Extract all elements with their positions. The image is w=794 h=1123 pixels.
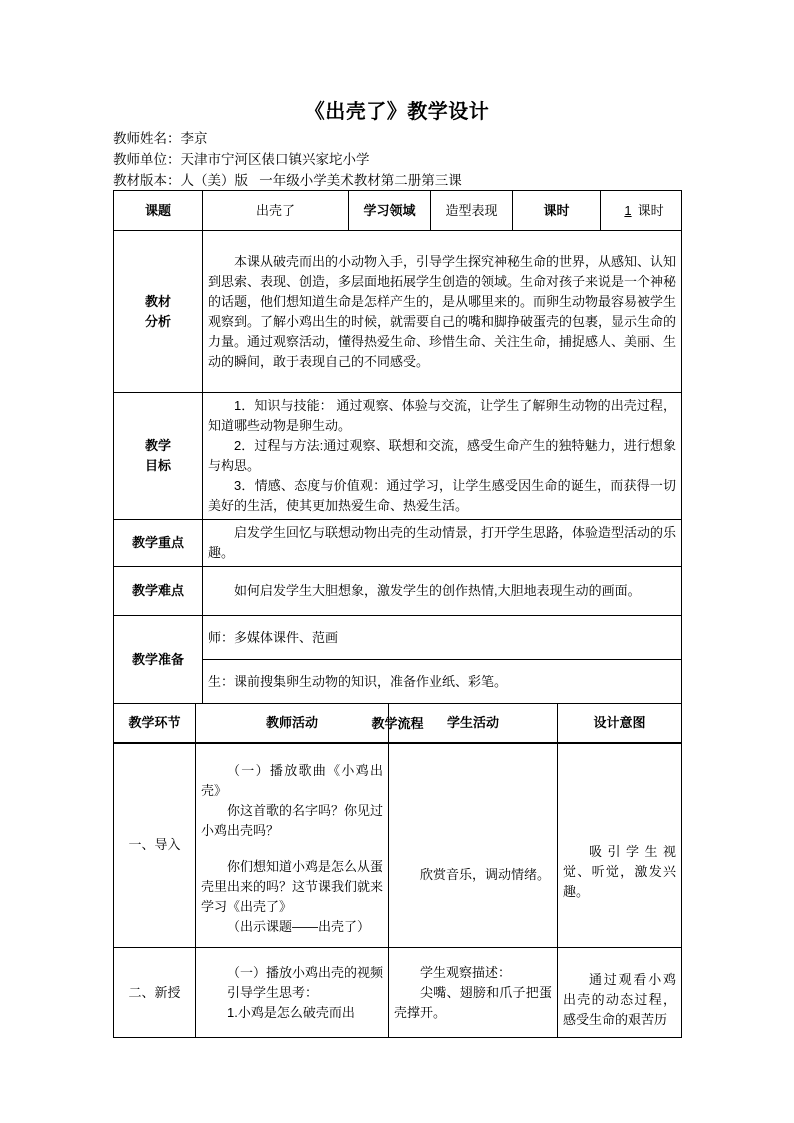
material-analysis-label-line2: 分析: [144, 313, 171, 329]
flow-cell-intent-1: [558, 743, 682, 948]
cell-period-label: 课时: [513, 191, 601, 231]
difficult-point-paragraph: 如何启发学生大胆想象，激发学生的创作热情,大胆地表现生动的画面。: [234, 583, 641, 598]
period-unit: 课时: [637, 202, 664, 218]
table-row-difficult-point: [114, 567, 682, 616]
cell-preparation-label: 教学准备: [114, 616, 203, 704]
teaching-goal-item-2: 2．过程与方法:通过观察、联想和交流，感受生命产生的独特魅力，进行想象与构思。: [208, 438, 676, 473]
key-point-paragraph: 启发学生回忆与联想动物出壳的生动情景，打开学生思路，体验造型活动的乐趣。: [208, 525, 677, 560]
cell-teaching-goals-label: [114, 393, 203, 520]
flow-cell-stage-2: 二、新授: [114, 948, 196, 1038]
lesson-plan-table: [113, 190, 682, 744]
cell-material-analysis-label: [114, 231, 203, 393]
meta-teacher-unit: 教师单位：天津市宁河区俵口镇兴家坨小学: [113, 152, 370, 167]
cell-difficult-point-label: 教学难点: [114, 567, 203, 616]
flow-header-stage: 教学环节: [114, 704, 196, 743]
teacher-line-1-4: （出示课题——出壳了）: [227, 918, 371, 934]
teacher-line-2-1: （一）播放小鸡出壳的视频: [227, 964, 384, 980]
teaching-goal-item-1: 1．知识与技能： 通过观察、体验与交流，让学生了解卵生动物的出壳过程，知道哪些动物是卵生动。: [208, 398, 676, 433]
teacher-line-1-3: 你们想知道小鸡是怎么从蛋壳里出来的吗？这节课我们就来学习《出壳了》: [201, 858, 384, 914]
flow-header-row: [114, 704, 682, 743]
cell-topic-value: 出壳了: [203, 191, 349, 231]
flow-cell-teacher-1: [196, 743, 389, 948]
table-row: [114, 948, 682, 1038]
student-line-2-2: 尖嘴、翅膀和爪子把蛋壳撑开。: [394, 984, 552, 1020]
teaching-goals-label-line1: 教学: [144, 438, 171, 453]
student-text-1: 欣赏音乐，调动情绪。: [420, 866, 551, 882]
cell-domain-label: 学习领域: [349, 191, 431, 231]
material-analysis-paragraph: 本课从破壳而出的小动物入手，引导学生探究神秘生命的世界，从感知、认知到思索、表现、创造，多层面地拓展学生创造的领域。生命对孩子来说是一个神秘的话题，他们想知道生命是怎样产生的，是从哪里来的。而卵生动物最容易被学生观察到。了解小鸡出生的时候，就需要自己的嘴和脚挣破蛋壳的包裹，显示生命的力量。通过观察活动，懂得热爱生命、珍惜生命、关注生命，捕捉感人、美丽、生动的瞬间，敢于表现自己的不同感受。: [208, 253, 677, 369]
flow-cell-teacher-2: [196, 948, 389, 1038]
cell-teaching-goals-text: [203, 393, 682, 520]
cell-key-point-text: [203, 520, 682, 567]
flow-header-student: 学生活动: [389, 704, 558, 743]
table-row: [114, 743, 682, 948]
student-line-2-1: 学生观察描述：: [420, 964, 512, 980]
document-meta: [113, 128, 713, 191]
flow-cell-student-1: [389, 743, 558, 948]
flow-cell-intent-2: [558, 948, 682, 1038]
teaching-flow-table: [113, 703, 682, 1038]
page-title: 《出壳了》教学设计: [304, 101, 490, 123]
meta-teacher-name: 教师姓名：李京: [113, 131, 208, 146]
table-row-preparation-teacher: [114, 616, 682, 660]
teaching-goal-item-3: 3．情感、态度与价值观：通过学习，让学生感受因生命的诞生，而获得一切美好的生活，使其更加热爱生命、热爱生活。: [208, 478, 676, 513]
flow-header-intent: 设计意图: [558, 704, 682, 743]
intent-text-2: 通过观看小鸡出壳的动态过程，感受生命的艰苦历: [563, 972, 676, 1027]
cell-material-analysis-text: [203, 231, 682, 393]
table-row-info: [114, 191, 682, 231]
cell-flow-title: 教学流程: [114, 704, 682, 744]
table-row-key-point: [114, 520, 682, 567]
cell-topic-label: 课题: [114, 191, 203, 231]
teacher-line-2-3: 1.小鸡是怎么破壳而出: [227, 1004, 355, 1020]
cell-key-point-label: 教学重点: [114, 520, 203, 567]
table-row-teaching-goals: [114, 393, 682, 520]
teaching-goals-label-line2: 目标: [144, 458, 171, 473]
period-number: 1: [624, 202, 632, 218]
flow-cell-student-2: [389, 948, 558, 1038]
cell-period-value: [601, 191, 682, 231]
table-row-material-analysis: [114, 231, 682, 393]
cell-preparation-student: 生：课前搜集卵生动物的知识，准备作业纸、彩笔。: [203, 660, 682, 704]
cell-preparation-teacher: 师：多媒体课件、范画: [203, 616, 682, 660]
teacher-line-2-2: 引导学生思考：: [227, 984, 319, 1000]
cell-difficult-point-text: [203, 567, 682, 616]
material-analysis-label-line1: 教材: [144, 293, 171, 309]
flow-cell-stage-1: 一、导入: [114, 743, 196, 948]
meta-textbook-version: 教材版本：人（美）版 一年级小学美术教材第二册第三课: [113, 173, 462, 188]
teacher-line-1-1: （一）播放歌曲《小鸡出壳》: [201, 762, 383, 798]
flow-header-teacher: 教师活动: [196, 704, 389, 743]
intent-text-1: 吸引学生视觉、听觉，激发兴趣。: [563, 843, 676, 899]
cell-domain-value: 造型表现: [431, 191, 513, 231]
teacher-line-1-2: 你这首歌的名字吗？你见过小鸡出壳吗？: [201, 802, 384, 838]
